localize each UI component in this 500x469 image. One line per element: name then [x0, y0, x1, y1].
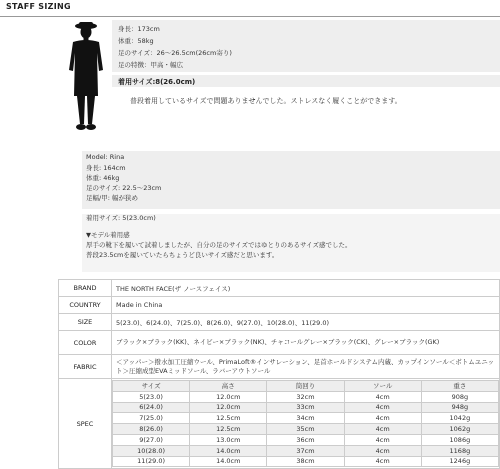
fabric-label: FABRIC: [59, 355, 112, 379]
spec-data-row: [113, 413, 499, 424]
spec-cell-circumference: 33cm: [267, 402, 344, 413]
staff-2-line: 身長: 164cm: [86, 164, 126, 172]
staff-2-line: 足のサイズ: 22.5〜23cm: [86, 184, 162, 192]
color-label: COLOR: [59, 331, 112, 355]
spec-cell-circumference: 32cm: [267, 391, 344, 402]
spec-header: ソール: [344, 381, 421, 392]
spec-header: 重さ: [421, 381, 498, 392]
country-row: [59, 297, 500, 314]
staff-2-impression-title: ▼モデル着用感: [86, 231, 130, 239]
staff-1-measurements: [112, 20, 500, 72]
spec-cell-weight: 1168g: [421, 445, 498, 456]
staff-2-measurements: [82, 151, 500, 209]
spec-cell-height: 12.5cm: [190, 413, 267, 424]
spec-cell-weight: 1042g: [421, 413, 498, 424]
size-row: [59, 314, 500, 331]
staff-2-line: Model: Rina: [86, 153, 125, 161]
brand-value: THE NORTH FACE(ザ ノースフェイス): [112, 280, 500, 297]
spec-cell-circumference: 35cm: [267, 424, 344, 435]
country-value: Made in China: [112, 297, 500, 314]
spec-cell-sole: 4cm: [344, 413, 421, 424]
spec-cell-circumference: 34cm: [267, 413, 344, 424]
size-label: SIZE: [59, 314, 112, 331]
staff-2-size-used: 着用サイズ: 5(23.0cm): [86, 214, 156, 222]
spec-cell-weight: 1062g: [421, 424, 498, 435]
spec-cell-size: 6(24.0): [113, 402, 190, 413]
product-info-table: [58, 279, 500, 469]
staff-2-line: 体重: 46kg: [86, 174, 120, 182]
staff-1-size-used: 着用サイズ:8(26.0cm): [118, 78, 196, 86]
spec-cell-height: 12.5cm: [190, 424, 267, 435]
spec-row: [59, 379, 500, 469]
spec-cell-weight: 1246g: [421, 456, 498, 467]
spec-cell-height: 13.0cm: [190, 434, 267, 445]
fabric-value: ＜アッパー＞撥水加工圧縮ウール、PrimaLoft®インサレーション、足首ホールドシステム内蔵、カップインソール＜ボトムユニット＞圧縮成型EVAミッドソール、ラバーアウトソール: [112, 355, 500, 379]
spec-cell-height: 14.0cm: [190, 445, 267, 456]
staff-1-line: 足のサイズ：26〜26.5cm(26cm寄り): [118, 49, 232, 57]
spec-cell-weight: 948g: [421, 402, 498, 413]
spec-data-row: [113, 434, 499, 445]
spec-cell-circumference: 37cm: [267, 445, 344, 456]
staff-1-panel: [112, 20, 500, 137]
spec-cell-sole: 4cm: [344, 424, 421, 435]
spec-data-row: [113, 445, 499, 456]
spec-header: 筒回り: [267, 381, 344, 392]
spec-cell-sole: 4cm: [344, 456, 421, 467]
staff-1-line: 足の特徴：甲高・幅広: [118, 61, 183, 69]
spec-label: SPEC: [59, 379, 112, 469]
staff-2-impression-line: 厚手の靴下を履いて試着しましたが、自分の足のサイズではゆとりのあるサイズ感でした。: [86, 241, 352, 249]
spec-data-row: [113, 391, 499, 402]
spec-cell-circumference: 38cm: [267, 456, 344, 467]
staff-1-size-band: [112, 75, 500, 87]
spec-cell-size: 9(27.0): [113, 434, 190, 445]
spec-cell-sole: 4cm: [344, 434, 421, 445]
brand-row: [59, 280, 500, 297]
fabric-row: [59, 355, 500, 379]
spec-header-row: [113, 381, 499, 392]
staff-1-line: 身長：173cm: [118, 25, 160, 33]
staff-2-impression-line: 普段23.5cmを履いていたらちょうど良いサイズ感だと思います。: [86, 251, 279, 259]
spec-cell-size: 11(29.0): [113, 456, 190, 467]
staff-silhouette-icon: [58, 20, 114, 138]
country-label: COUNTRY: [59, 297, 112, 314]
spec-cell-sole: 4cm: [344, 391, 421, 402]
spec-table: [112, 380, 499, 467]
spec-header: 高さ: [190, 381, 267, 392]
size-value: 5(23.0)、6(24.0)、7(25.0)、8(26.0)、9(27.0)、10(28.0)、11(29.0): [112, 314, 500, 331]
section-header: [0, 0, 500, 17]
staff-2-panel: [68, 144, 500, 274]
spec-data-row: [113, 402, 499, 413]
color-value: ブラック×ブラック(KK)、ネイビー×ブラック(NK)、チャコールグレー×ブラック(CK)、グレー×ブラック(GK): [112, 331, 500, 355]
spec-cell-size: 10(28.0): [113, 445, 190, 456]
spec-cell: [112, 379, 500, 469]
brand-label: BRAND: [59, 280, 112, 297]
spec-cell-sole: 4cm: [344, 445, 421, 456]
spec-data-row: [113, 456, 499, 467]
staff-1-line: 体重：58kg: [118, 37, 154, 45]
staff-2-line: 足幅/甲: 幅が狭め: [86, 194, 138, 202]
section-title: STAFF SIZING: [6, 2, 71, 11]
spec-cell-weight: 908g: [421, 391, 498, 402]
spec-cell-sole: 4cm: [344, 402, 421, 413]
color-row: [59, 331, 500, 355]
spec-cell-size: 8(26.0): [113, 424, 190, 435]
spec-header: サイズ: [113, 381, 190, 392]
spec-cell-size: 5(23.0): [113, 391, 190, 402]
spec-cell-height: 12.0cm: [190, 402, 267, 413]
spec-cell-height: 14.0cm: [190, 456, 267, 467]
spec-cell-size: 7(25.0): [113, 413, 190, 424]
staff-1-comment: 普段着用しているサイズで問題ありませんでした。ストレスなく履くことができます。: [130, 97, 402, 105]
spec-cell-height: 12.0cm: [190, 391, 267, 402]
spec-cell-circumference: 36cm: [267, 434, 344, 445]
spec-data-row: [113, 424, 499, 435]
spec-cell-weight: 1086g: [421, 434, 498, 445]
